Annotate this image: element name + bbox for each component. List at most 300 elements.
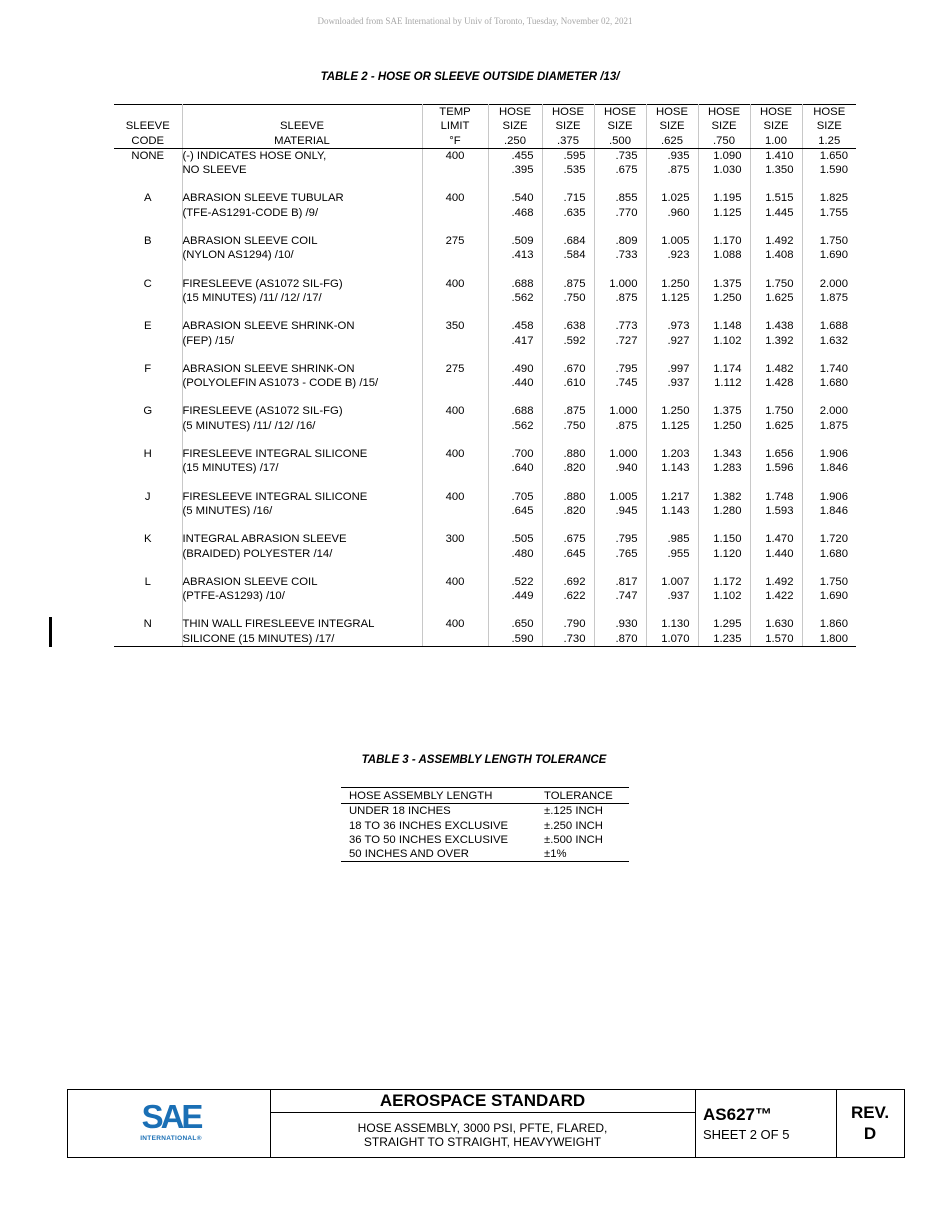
diameter-min: .870	[615, 632, 638, 645]
tolerance-value: ±.250 INCH	[544, 819, 603, 832]
diameter-max: 1.750	[819, 575, 848, 588]
diameter-max: .715	[563, 192, 586, 205]
header-size-1: HOSE	[542, 105, 594, 120]
diameter-max: .490	[511, 362, 534, 375]
table-row	[114, 532, 856, 575]
table-row	[114, 319, 856, 362]
diameter-min: .562	[511, 419, 534, 432]
diameter-cell	[646, 575, 698, 618]
header-tolerance: TOLERANCE	[544, 788, 629, 804]
material-line: INTEGRAL ABRASION SLEEVE	[182, 533, 347, 546]
sleeve-code: C	[114, 277, 182, 320]
diameter-min: .820	[563, 462, 586, 475]
diameter-cell	[750, 362, 802, 405]
diameter-min: 1.280	[713, 504, 742, 517]
diameter-min: .468	[511, 206, 534, 219]
diameter-cell	[488, 277, 542, 320]
diameter-min: 1.143	[661, 504, 690, 517]
sleeve-material	[182, 148, 422, 191]
header-size-1: HOSE	[750, 105, 802, 120]
diameter-min: 1.088	[713, 249, 742, 262]
material-line: (NYLON AS1294) /10/	[182, 249, 294, 262]
download-watermark: Downloaded from SAE International by Univ of Toronto, Tuesday, November 02, 2021	[317, 16, 633, 26]
diameter-cell	[542, 490, 594, 533]
sleeve-code: G	[114, 404, 182, 447]
diameter-cell	[542, 319, 594, 362]
diameter-min: .927	[667, 334, 690, 347]
header-code-2: CODE	[114, 134, 182, 149]
material-line: FIRESLEEVE INTEGRAL SILICONE	[182, 490, 368, 503]
diameter-min: 1.030	[713, 164, 742, 177]
diameter-cell	[698, 148, 750, 191]
diameter-min: 1.875	[819, 291, 848, 304]
diameter-cell	[646, 490, 698, 533]
diameter-min: 1.445	[765, 206, 794, 219]
header-size-1: HOSE	[594, 105, 646, 120]
diameter-cell	[750, 532, 802, 575]
diameter-cell	[646, 319, 698, 362]
diameter-cell	[802, 490, 856, 533]
diameter-min: .733	[615, 249, 638, 262]
header-size-value: .500	[594, 134, 646, 149]
diameter-min: .945	[615, 504, 638, 517]
diameter-cell	[594, 447, 646, 490]
diameter-max: 1.750	[765, 277, 794, 290]
diameter-min: 1.102	[713, 590, 742, 603]
diameter-max: 1.740	[819, 362, 848, 375]
diameter-cell	[698, 447, 750, 490]
diameter-min: 1.590	[819, 164, 848, 177]
diameter-max: 1.750	[819, 235, 848, 248]
diameter-min: 1.283	[713, 462, 742, 475]
diameter-cell	[698, 319, 750, 362]
diameter-min: 1.875	[819, 419, 848, 432]
header-temp-2: LIMIT	[422, 119, 488, 133]
diameter-max: .540	[511, 192, 534, 205]
diameter-max: 1.005	[609, 490, 638, 503]
diameter-cell	[488, 362, 542, 405]
standard-type: AEROSPACE STANDARD	[270, 1090, 695, 1113]
material-line: (FEP) /15/	[182, 334, 234, 347]
diameter-cell	[802, 191, 856, 234]
document-number: AS627™	[703, 1105, 772, 1124]
header-size-value: 1.00	[750, 134, 802, 149]
diameter-min: .535	[563, 164, 586, 177]
header-size-1: HOSE	[698, 105, 750, 120]
diameter-cell	[542, 277, 594, 320]
revision-cell	[836, 1090, 904, 1157]
assembly-length: 18 TO 36 INCHES EXCLUSIVE	[349, 819, 509, 832]
diameter-max: .638	[563, 320, 586, 333]
material-line: ABRASION SLEEVE COIL	[182, 235, 318, 248]
diameter-min: .940	[615, 462, 638, 475]
diameter-max: .875	[563, 277, 586, 290]
sleeve-diameter-table	[114, 104, 856, 647]
diameter-max: 1.007	[661, 575, 690, 588]
diameter-cell	[802, 319, 856, 362]
diameter-max: .700	[511, 448, 534, 461]
header-length: HOSE ASSEMBLY LENGTH	[341, 788, 544, 804]
header-size-value: .250	[488, 134, 542, 149]
material-line: (15 MINUTES) /17/	[182, 462, 279, 475]
material-line: ABRASION SLEEVE SHRINK-ON	[182, 320, 355, 333]
diameter-min: .395	[511, 164, 534, 177]
sleeve-code: J	[114, 490, 182, 533]
diameter-cell	[594, 362, 646, 405]
diameter-min: 1.846	[819, 462, 848, 475]
table-row	[114, 191, 856, 234]
diameter-min: 1.625	[765, 419, 794, 432]
diameter-cell	[594, 234, 646, 277]
diameter-max: .875	[563, 405, 586, 418]
diameter-cell	[646, 447, 698, 490]
diameter-min: .750	[563, 291, 586, 304]
material-line: FIRESLEEVE (AS1072 SIL-FG)	[182, 405, 343, 418]
title-cell	[270, 1090, 696, 1157]
diameter-min: 1.125	[661, 291, 690, 304]
sleeve-material	[182, 617, 422, 646]
material-line: ABRASION SLEEVE TUBULAR	[182, 192, 344, 205]
diameter-cell	[802, 148, 856, 191]
table-row	[341, 804, 629, 819]
sheet-number: SHEET 2 OF 5	[703, 1127, 790, 1142]
table-row	[114, 148, 856, 191]
diameter-cell	[698, 490, 750, 533]
diameter-min: 1.800	[819, 632, 848, 645]
material-line: (PTFE-AS1293) /10/	[182, 590, 285, 603]
revision-value: D	[863, 1124, 877, 1143]
diameter-min: .675	[615, 164, 638, 177]
temp-limit: 400	[422, 148, 488, 191]
temp-limit: 300	[422, 532, 488, 575]
diameter-min: .622	[563, 590, 586, 603]
diameter-max: 1.000	[609, 448, 638, 461]
header-size-value: .750	[698, 134, 750, 149]
sleeve-code: B	[114, 234, 182, 277]
diameter-min: .417	[511, 334, 534, 347]
diameter-cell	[594, 148, 646, 191]
tolerance-value: ±.125 INCH	[544, 805, 603, 818]
diameter-max: 1.438	[765, 320, 794, 333]
logo-lettering: SAE	[141, 1100, 201, 1132]
diameter-max: .692	[563, 575, 586, 588]
header-size-2: SIZE	[816, 120, 842, 133]
diameter-max: .505	[511, 533, 534, 546]
diameter-max: 1.343	[713, 448, 742, 461]
table-row	[114, 447, 856, 490]
header-size-1: HOSE	[488, 105, 542, 120]
diameter-min: .610	[563, 377, 586, 390]
diameter-cell	[542, 404, 594, 447]
diameter-max: 1.825	[819, 192, 848, 205]
diameter-cell	[698, 362, 750, 405]
material-line: NO SLEEVE	[182, 164, 247, 177]
diameter-max: 1.217	[661, 490, 690, 503]
diameter-max: 1.130	[661, 618, 690, 631]
diameter-max: 1.250	[661, 405, 690, 418]
diameter-max: .817	[615, 575, 638, 588]
material-line: (POLYOLEFIN AS1073 - CODE B) /15/	[182, 377, 379, 390]
table-row	[341, 819, 629, 833]
diameter-max: .773	[615, 320, 638, 333]
header-temp-1: TEMP	[422, 105, 488, 120]
diameter-max: 1.375	[713, 277, 742, 290]
assembly-length: 50 INCHES AND OVER	[341, 847, 544, 862]
sleeve-material	[182, 447, 422, 490]
diameter-cell	[646, 148, 698, 191]
diameter-max: 1.000	[609, 277, 638, 290]
diameter-cell	[594, 191, 646, 234]
diameter-min: 1.440	[765, 547, 794, 560]
diameter-min: 1.392	[765, 334, 794, 347]
diameter-min: .480	[511, 547, 534, 560]
diameter-cell	[698, 532, 750, 575]
diameter-min: 1.102	[713, 334, 742, 347]
diameter-max: .930	[615, 618, 638, 631]
header-size-2: SIZE	[646, 119, 698, 133]
diameter-cell	[646, 617, 698, 646]
diameter-cell	[594, 404, 646, 447]
header-size-2: SIZE	[594, 119, 646, 133]
diameter-max: .973	[667, 320, 690, 333]
table-row	[114, 490, 856, 533]
diameter-max: 1.720	[819, 533, 848, 546]
sleeve-material	[182, 490, 422, 533]
diameter-max: 1.203	[661, 448, 690, 461]
diameter-min: .413	[511, 249, 534, 262]
diameter-max: 1.650	[819, 149, 848, 162]
diameter-max: 1.195	[713, 192, 742, 205]
title-block	[67, 1089, 905, 1158]
sleeve-material	[182, 234, 422, 277]
table3-title: TABLE 3 - ASSEMBLY LENGTH TOLERANCE	[361, 754, 607, 766]
diameter-cell	[594, 532, 646, 575]
diameter-cell	[698, 234, 750, 277]
diameter-cell	[488, 617, 542, 646]
temp-limit: 400	[422, 447, 488, 490]
diameter-cell	[750, 575, 802, 618]
diameter-min: .730	[563, 632, 586, 645]
diameter-max: .809	[615, 235, 638, 248]
diameter-cell	[750, 319, 802, 362]
table-row	[114, 404, 856, 447]
diameter-max: 1.748	[765, 490, 794, 503]
diameter-cell	[488, 148, 542, 191]
diameter-cell	[542, 234, 594, 277]
diameter-min: 1.632	[819, 334, 848, 347]
header-size-2: SIZE	[488, 119, 542, 133]
diameter-max: 1.492	[765, 235, 794, 248]
diameter-min: 1.690	[819, 249, 848, 262]
sleeve-material	[182, 362, 422, 405]
diameter-min: .645	[511, 504, 534, 517]
diameter-min: 1.680	[819, 377, 848, 390]
diameter-max: 1.170	[713, 235, 742, 248]
diameter-cell	[646, 362, 698, 405]
diameter-max: .880	[563, 448, 586, 461]
temp-limit: 400	[422, 617, 488, 646]
diameter-cell	[646, 277, 698, 320]
diameter-min: 1.690	[819, 590, 848, 603]
diameter-max: 1.148	[713, 320, 742, 333]
diameter-min: .645	[563, 547, 586, 560]
sleeve-code: F	[114, 362, 182, 405]
diameter-max: 1.470	[765, 533, 794, 546]
diameter-min: .765	[615, 547, 638, 560]
diameter-max: .509	[511, 235, 534, 248]
diameter-min: .745	[615, 377, 638, 390]
diameter-max: .935	[667, 149, 690, 162]
diameter-min: .440	[511, 377, 534, 390]
header-size-value: 1.25	[802, 134, 856, 149]
diameter-cell	[542, 362, 594, 405]
diameter-min: 1.120	[713, 547, 742, 560]
length-tolerance-table	[341, 787, 629, 862]
sae-logo	[136, 1100, 206, 1142]
material-line: FIRESLEEVE INTEGRAL SILICONE	[182, 448, 368, 461]
diameter-min: .590	[511, 632, 534, 645]
diameter-max: 1.515	[765, 192, 794, 205]
table-row	[341, 847, 629, 862]
diameter-max: 1.000	[609, 405, 638, 418]
diameter-cell	[542, 617, 594, 646]
diameter-cell	[594, 319, 646, 362]
document-description	[270, 1113, 695, 1149]
diameter-min: 1.125	[661, 419, 690, 432]
diameter-min: 1.112	[714, 377, 742, 390]
diameter-max: 1.750	[765, 405, 794, 418]
diameter-cell	[802, 277, 856, 320]
material-line: (5 MINUTES) /16/	[182, 504, 273, 517]
diameter-min: .750	[563, 419, 586, 432]
diameter-min: 1.680	[819, 547, 848, 560]
diameter-max: .705	[511, 490, 534, 503]
diameter-min: .640	[511, 462, 534, 475]
diameter-max: .595	[563, 149, 586, 162]
diameter-min: .592	[563, 334, 586, 347]
sleeve-material	[182, 319, 422, 362]
header-size-2: SIZE	[698, 119, 750, 133]
table-row	[114, 234, 856, 277]
diameter-cell	[750, 617, 802, 646]
diameter-min: 1.596	[765, 462, 794, 475]
temp-limit: 400	[422, 575, 488, 618]
temp-limit: 400	[422, 404, 488, 447]
temp-limit: 400	[422, 277, 488, 320]
diameter-max: 2.000	[819, 277, 848, 290]
description-line: HOSE ASSEMBLY, 3000 PSI, PFTE, FLARED,	[357, 1121, 608, 1135]
assembly-length: 36 TO 50 INCHES EXCLUSIVE	[349, 833, 509, 846]
temp-limit: 400	[422, 490, 488, 533]
diameter-cell	[488, 319, 542, 362]
sleeve-code: H	[114, 447, 182, 490]
diameter-min: .562	[511, 291, 534, 304]
description-line: STRAIGHT TO STRAIGHT, HEAVYWEIGHT	[363, 1135, 602, 1149]
diameter-max: 2.000	[819, 405, 848, 418]
diameter-cell	[802, 362, 856, 405]
diameter-min: .747	[615, 590, 638, 603]
header-cell	[182, 105, 422, 120]
diameter-min: .923	[667, 249, 690, 262]
diameter-min: 1.250	[713, 291, 742, 304]
diameter-cell	[488, 404, 542, 447]
diameter-cell	[594, 490, 646, 533]
diameter-max: 1.860	[819, 618, 848, 631]
assembly-length: UNDER 18 INCHES	[349, 805, 451, 818]
diameter-max: .684	[563, 235, 586, 248]
diameter-min: 1.428	[765, 377, 794, 390]
diameter-max: 1.482	[765, 362, 794, 375]
diameter-max: 1.150	[713, 533, 742, 546]
diameter-min: 1.625	[765, 291, 794, 304]
diameter-max: 1.250	[661, 277, 690, 290]
diameter-cell	[488, 234, 542, 277]
diameter-max: .880	[563, 490, 586, 503]
temp-limit: 275	[422, 234, 488, 277]
diameter-cell	[750, 277, 802, 320]
diameter-min: 1.070	[661, 632, 690, 645]
revision-label: REV.	[850, 1103, 890, 1122]
table-row	[114, 362, 856, 405]
sleeve-code: E	[114, 319, 182, 362]
diameter-max: 1.906	[819, 448, 848, 461]
diameter-cell	[802, 532, 856, 575]
table-row	[114, 575, 856, 618]
diameter-max: .997	[667, 362, 690, 375]
diameter-max: 1.906	[819, 490, 848, 503]
header-size-value: .625	[646, 134, 698, 149]
diameter-max: 1.492	[765, 575, 794, 588]
diameter-min: 1.408	[765, 249, 794, 262]
material-line: FIRESLEEVE (AS1072 SIL-FG)	[182, 277, 343, 290]
diameter-min: 1.846	[819, 504, 848, 517]
sleeve-material	[182, 277, 422, 320]
sleeve-code: N	[114, 617, 182, 646]
revision-change-bar	[49, 617, 52, 647]
diameter-max: 1.295	[713, 618, 742, 631]
header-size-value: .375	[542, 134, 594, 149]
tolerance-value: ±1%	[544, 847, 629, 862]
diameter-max: 1.025	[661, 192, 690, 205]
table-row	[341, 833, 629, 847]
diameter-max: 1.688	[819, 320, 848, 333]
header-size-1: HOSE	[646, 105, 698, 120]
diameter-min: 1.250	[713, 419, 742, 432]
table-row	[114, 617, 856, 646]
diameter-cell	[646, 404, 698, 447]
diameter-cell	[698, 617, 750, 646]
diameter-min: .960	[667, 206, 690, 219]
sae-logo-icon	[139, 1100, 203, 1132]
material-line: THIN WALL FIRESLEEVE INTEGRAL	[182, 618, 375, 631]
diameter-max: .735	[615, 149, 638, 162]
header-cell	[114, 105, 182, 120]
diameter-min: .584	[563, 249, 586, 262]
diameter-min: .955	[667, 547, 690, 560]
material-line: (BRAIDED) POLYESTER /14/	[182, 547, 333, 560]
diameter-cell	[488, 490, 542, 533]
sleeve-code: NONE	[114, 148, 182, 191]
tolerance-value: ±.500 INCH	[544, 833, 603, 846]
diameter-min: .875	[615, 419, 638, 432]
diameter-min: .449	[511, 590, 534, 603]
diameter-max: 1.375	[713, 405, 742, 418]
diameter-max: 1.174	[713, 362, 742, 375]
table2-title: TABLE 2 - HOSE OR SLEEVE OUTSIDE DIAMETER /13/	[320, 71, 620, 83]
diameter-cell	[488, 532, 542, 575]
header-material-2: MATERIAL	[182, 134, 422, 149]
diameter-min: .875	[615, 291, 638, 304]
